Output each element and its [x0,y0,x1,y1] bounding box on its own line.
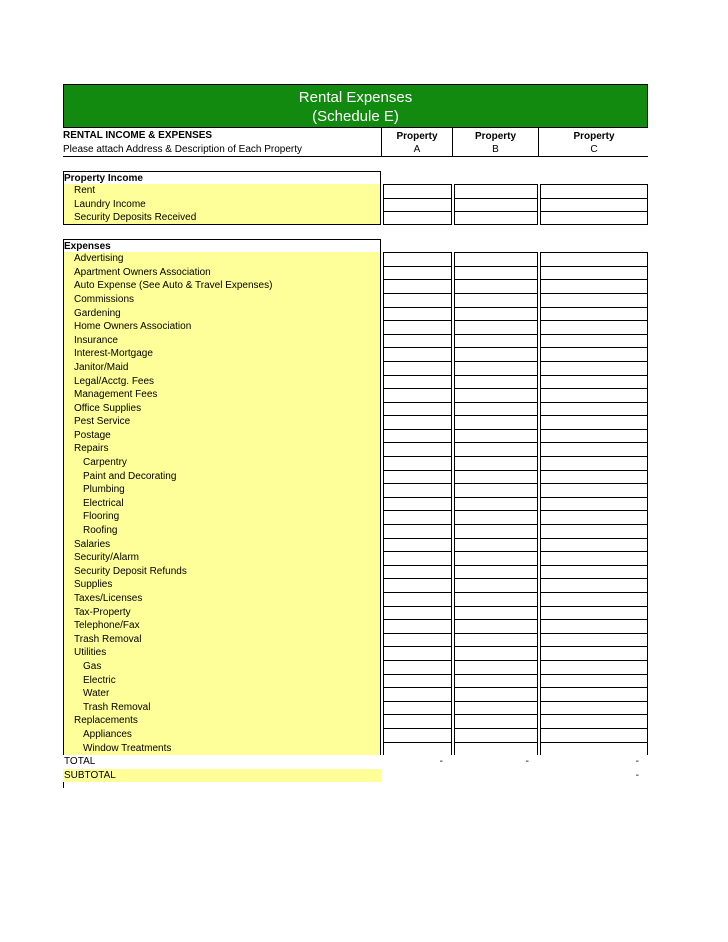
amount-cell-a[interactable] [383,714,452,728]
amount-cell-c[interactable] [540,565,648,579]
amount-cell-b[interactable] [454,524,538,538]
amount-cell-b[interactable] [454,633,538,647]
table-row [63,429,648,443]
table-row [63,633,648,647]
column-letter: A [413,144,421,155]
table-row [63,742,648,756]
amount-cell-a[interactable] [383,320,452,334]
row-label: Electrical [63,497,381,511]
amount-cell-a[interactable] [383,429,452,443]
amount-cell-a[interactable] [383,646,452,660]
amount-cell-b[interactable] [454,307,538,321]
amount-cell-a[interactable] [383,592,452,606]
amount-cell-b[interactable] [454,646,538,660]
attach-note: Please attach Address & Description of Each Property [63,144,303,155]
table-row [63,728,648,742]
table-row [63,701,648,715]
amount-cell-a[interactable] [383,361,452,375]
amount-cell-c[interactable] [540,592,648,606]
row-label: Window Treatments [63,742,381,756]
row-label: Paint and Decorating [63,470,381,484]
amount-cell-a[interactable] [383,578,452,592]
table-row [63,375,648,389]
amount-cell-c[interactable] [540,578,648,592]
row-label: Tax-Property [63,606,381,620]
spacer [63,157,648,171]
rental-expenses-sheet [63,84,648,788]
table-row [63,578,648,592]
amount-cell-b[interactable] [454,279,538,293]
row-label: Home Owners Association [63,320,381,334]
amount-cell-c[interactable] [540,388,648,402]
table-row [63,660,648,674]
table-row [63,470,648,484]
table-row [63,456,648,470]
table-row [63,307,648,321]
amount-cell-c[interactable] [540,307,648,321]
amount-cell-a[interactable] [383,415,452,429]
table-row [63,565,648,579]
amount-cell-c[interactable] [540,470,648,484]
amount-cell-b[interactable] [454,456,538,470]
amount-cell-a[interactable] [383,307,452,321]
row-label: Commissions [63,293,381,307]
amount-cell-c[interactable] [540,402,648,416]
bottom-edge [63,782,648,788]
amount-cell-b[interactable] [454,578,538,592]
amount-cell-c[interactable] [540,415,648,429]
table-row [63,687,648,701]
table-row [63,646,648,660]
column-header [63,128,648,157]
table-row [63,524,648,538]
table-row [63,266,648,280]
amount-cell-c[interactable] [540,279,648,293]
row-label: Electric [63,674,381,688]
amount-cell-b[interactable] [454,415,538,429]
total-row [63,755,648,769]
expenses-heading: Expenses [63,239,381,253]
row-label: Trash Removal [63,633,381,647]
row-label: Pest Service [63,415,381,429]
table-row [63,415,648,429]
amount-cell-a[interactable] [383,266,452,280]
table-row [63,674,648,688]
amount-cell-b[interactable] [454,470,538,484]
amount-cell-c[interactable] [540,538,648,552]
amount-cell-a[interactable] [383,565,452,579]
amount-cell-c[interactable] [540,646,648,660]
amount-cell-c[interactable] [540,742,648,756]
amount-cell-b[interactable] [454,565,538,579]
row-label: Insurance [63,334,381,348]
amount-cell-c[interactable] [540,701,648,715]
amount-cell-a[interactable] [383,606,452,620]
table-row [63,497,648,511]
table-row [63,334,648,348]
total-value: - [439,756,443,768]
column-letter: C [590,144,598,155]
amount-cell-a[interactable] [383,293,452,307]
amount-cell-a[interactable] [383,497,452,511]
amount-cell-a[interactable] [383,279,452,293]
column-title: Property [396,131,438,142]
table-row [63,402,648,416]
amount-cell-a[interactable] [383,375,452,389]
table-row [63,279,648,293]
spacer [63,225,648,239]
amount-cell-c[interactable] [540,334,648,348]
row-label: Water [63,687,381,701]
table-row [63,211,648,225]
amount-cell-b[interactable] [454,320,538,334]
row-label: Roofing [63,524,381,538]
amount-cell-b[interactable] [454,184,538,198]
column-property-c [539,130,649,156]
row-label: Apartment Owners Association [63,266,381,280]
row-label: Trash Removal [63,701,381,715]
row-label: Utilities [63,646,381,660]
amount-cell-b[interactable] [454,375,538,389]
row-label: Laundry Income [63,198,381,212]
row-label: Postage [63,429,381,443]
amount-cell-c[interactable] [540,714,648,728]
amount-cell-b[interactable] [454,551,538,565]
row-label: Flooring [63,510,381,524]
amount-cell-b[interactable] [454,266,538,280]
table-row [63,293,648,307]
row-label: Repairs [63,442,381,456]
amount-cell-b[interactable] [454,592,538,606]
amount-cell-a[interactable] [383,252,452,266]
row-label: Gas [63,660,381,674]
column-title: Property [573,131,615,142]
table-row [63,361,648,375]
amount-cell-c[interactable] [540,660,648,674]
row-label: Carpentry [63,456,381,470]
row-label: Auto Expense (See Auto & Travel Expenses) [63,279,381,293]
table-row [63,388,648,402]
row-label: Security Deposit Refunds [63,565,381,579]
amount-cell-b[interactable] [454,402,538,416]
amount-cell-a[interactable] [383,524,452,538]
amount-cell-a[interactable] [383,211,452,225]
amount-cell-c[interactable] [540,266,648,280]
amount-cell-c[interactable] [540,497,648,511]
row-label: Office Supplies [63,402,381,416]
divider [63,782,64,788]
amount-cell-a[interactable] [383,470,452,484]
amount-cell-a[interactable] [383,619,452,633]
table-row [63,551,648,565]
amount-cell-a[interactable] [383,402,452,416]
amount-cell-a[interactable] [383,538,452,552]
sheet-subtitle: (Schedule E) [312,108,399,125]
amount-cell-b[interactable] [454,442,538,456]
amount-cell-a[interactable] [383,633,452,647]
amount-cell-b[interactable] [454,538,538,552]
subtotal-row [63,769,648,783]
amount-cell-a[interactable] [383,510,452,524]
amount-cell-b[interactable] [454,728,538,742]
amount-cell-b[interactable] [454,687,538,701]
amount-cell-c[interactable] [540,551,648,565]
column-property-a [382,130,452,156]
amount-cell-c[interactable] [540,728,648,742]
row-label: Replacements [63,714,381,728]
amount-cell-b[interactable] [454,211,538,225]
table-row [63,198,648,212]
expenses-heading-row [63,239,648,253]
row-label: Rent [63,184,381,198]
amount-cell-c[interactable] [540,674,648,688]
amount-cell-a[interactable] [383,334,452,348]
amount-cell-c[interactable] [540,524,648,538]
amount-cell-c[interactable] [540,606,648,620]
amount-cell-a[interactable] [383,198,452,212]
row-label: Janitor/Maid [63,361,381,375]
table-row [63,592,648,606]
sheet-body [63,157,648,788]
amount-cell-b[interactable] [454,198,538,212]
title-banner [63,84,648,128]
amount-cell-a[interactable] [383,442,452,456]
amount-cell-b[interactable] [454,252,538,266]
amount-cell-c[interactable] [540,442,648,456]
total-value: - [635,756,639,768]
amount-cell-c[interactable] [540,347,648,361]
amount-cell-b[interactable] [454,660,538,674]
row-label: Interest-Mortgage [63,347,381,361]
amount-cell-a[interactable] [383,551,452,565]
row-label: Management Fees [63,388,381,402]
amount-cell-a[interactable] [383,742,452,756]
table-row [63,714,648,728]
section-title: RENTAL INCOME & EXPENSES [63,130,213,141]
subtotal-value: - [635,769,639,781]
table-row [63,184,648,198]
table-row [63,483,648,497]
amount-cell-b[interactable] [454,334,538,348]
amount-cell-c[interactable] [540,252,648,266]
total-value: - [525,756,529,768]
amount-cell-b[interactable] [454,619,538,633]
amount-cell-b[interactable] [454,429,538,443]
amount-cell-c[interactable] [540,429,648,443]
total-label: TOTAL [64,756,96,768]
amount-cell-a[interactable] [383,674,452,688]
amount-cell-b[interactable] [454,293,538,307]
table-row [63,442,648,456]
amount-cell-b[interactable] [454,497,538,511]
table-row [63,619,648,633]
table-row [63,510,648,524]
amount-cell-c[interactable] [540,619,648,633]
amount-cell-c[interactable] [540,198,648,212]
amount-cell-b[interactable] [454,674,538,688]
amount-cell-c[interactable] [540,184,648,198]
amount-cell-c[interactable] [540,293,648,307]
column-letter: B [492,144,499,155]
subtotal-label: SUBTOTAL [63,769,381,783]
table-row [63,320,648,334]
amount-cell-b[interactable] [454,742,538,756]
amount-cell-a[interactable] [383,728,452,742]
amount-cell-c[interactable] [540,361,648,375]
amount-cell-a[interactable] [383,388,452,402]
row-label: Supplies [63,578,381,592]
amount-cell-b[interactable] [454,701,538,715]
amount-cell-a[interactable] [383,660,452,674]
amount-cell-a[interactable] [383,483,452,497]
amount-cell-c[interactable] [540,510,648,524]
amount-cell-c[interactable] [540,320,648,334]
amount-cell-a[interactable] [383,184,452,198]
sheet-title: Rental Expenses [298,89,413,106]
amount-cell-b[interactable] [454,347,538,361]
amount-cell-b[interactable] [454,510,538,524]
table-row [63,252,648,266]
row-label: Advertising [63,252,381,266]
row-label: Plumbing [63,483,381,497]
amount-cell-c[interactable] [540,375,648,389]
row-label: Taxes/Licenses [63,592,381,606]
table-row [63,347,648,361]
amount-cell-a[interactable] [383,347,452,361]
table-row [63,538,648,552]
row-label: Security Deposits Received [63,211,381,225]
amount-cell-b[interactable] [454,606,538,620]
row-label: Salaries [63,538,381,552]
row-label: Gardening [63,307,381,321]
row-label: Appliances [63,728,381,742]
amount-cell-a[interactable] [383,687,452,701]
row-label: Telephone/Fax [63,619,381,633]
amount-cell-c[interactable] [540,456,648,470]
row-label: Legal/Acctg. Fees [63,375,381,389]
amount-cell-c[interactable] [540,687,648,701]
amount-cell-b[interactable] [454,483,538,497]
amount-cell-c[interactable] [540,483,648,497]
amount-cell-a[interactable] [383,701,452,715]
table-row [63,606,648,620]
amount-cell-a[interactable] [383,456,452,470]
income-heading-row [63,171,648,185]
amount-cell-b[interactable] [454,388,538,402]
row-label: Security/Alarm [63,551,381,565]
column-title: Property [474,131,517,142]
income-heading: Property Income [63,171,381,185]
amount-cell-b[interactable] [454,361,538,375]
column-property-b [453,130,538,156]
amount-cell-b[interactable] [454,714,538,728]
amount-cell-c[interactable] [540,211,648,225]
amount-cell-c[interactable] [540,633,648,647]
